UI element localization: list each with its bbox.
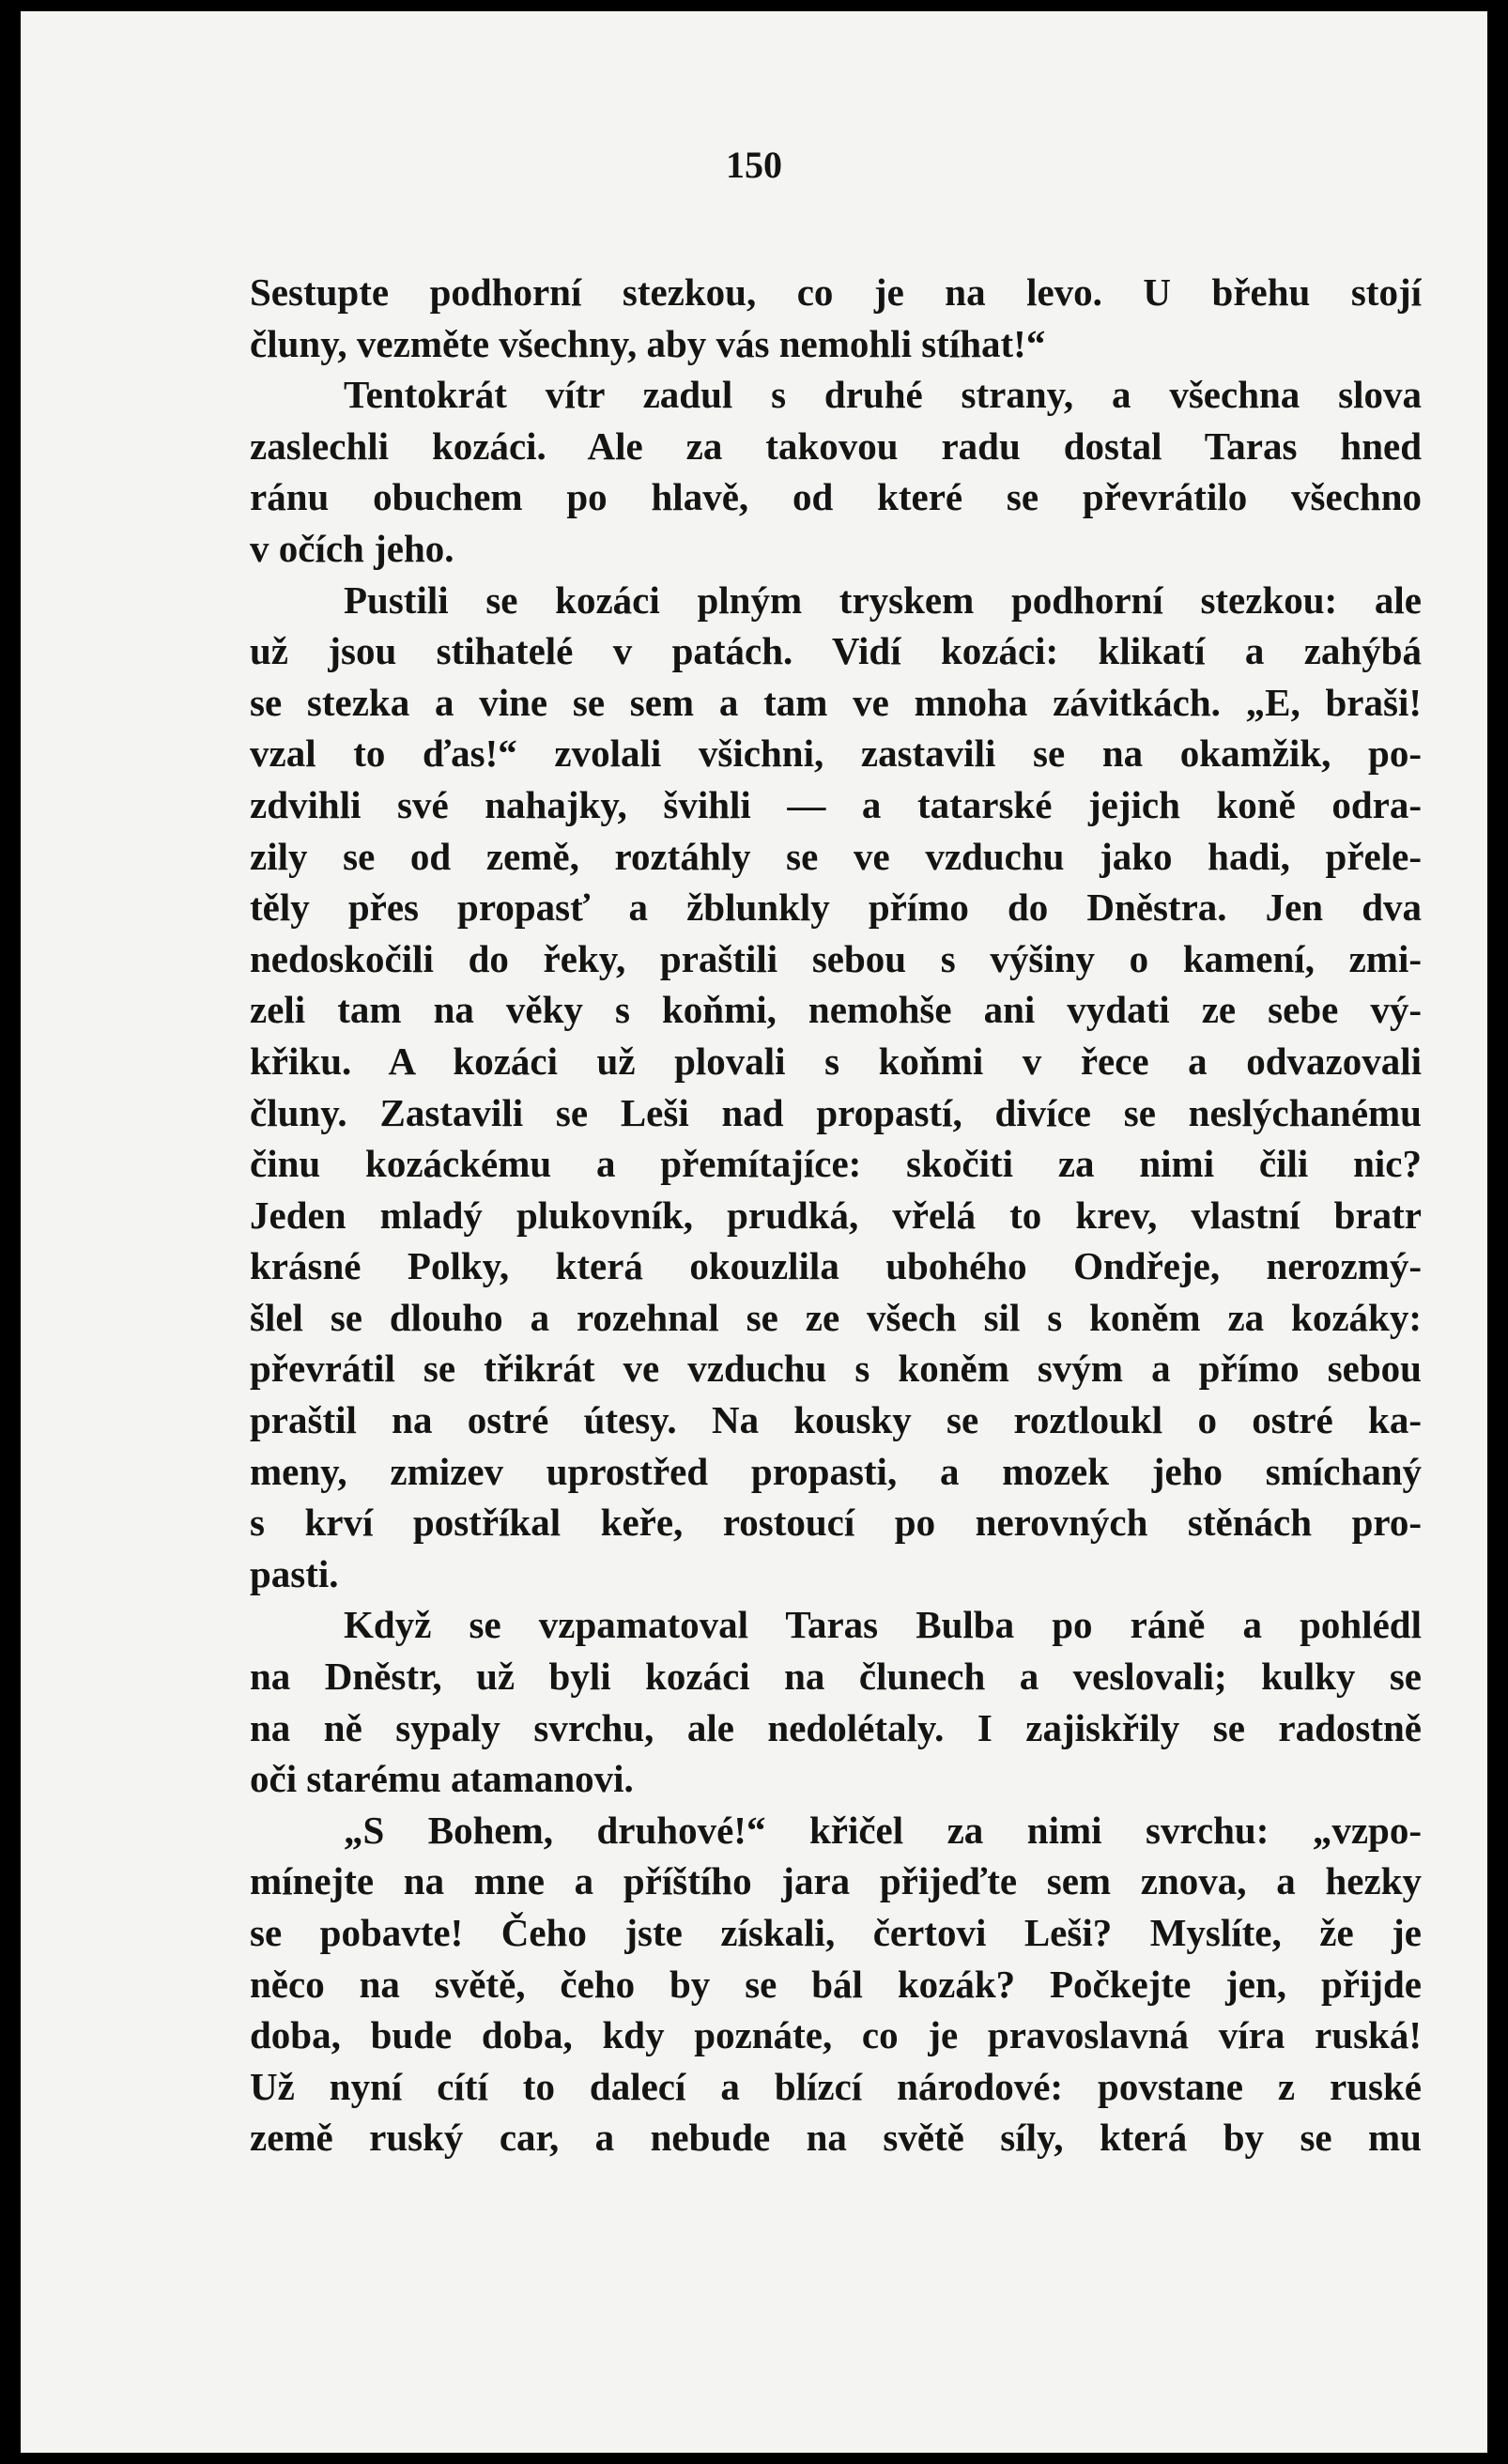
text-line: Tentokrát vítr zadul s druhé strany, a všechna slova xyxy=(344,373,1422,417)
text-line: už jsou stihatelé v patách. Vidí kozáci: klikatí a zahýbá xyxy=(250,629,1422,673)
text-line: Pustili se kozáci plným tryskem podhorní stezkou: ale xyxy=(344,578,1422,622)
text-line: pasti. xyxy=(250,1551,339,1595)
text-line: Jeden mladý plukovník, prudká, vřelá to krev, vlastní bratr xyxy=(250,1193,1422,1237)
body-text xyxy=(250,267,1422,2164)
text-line: Už nyní cítí to dalecí a blízcí národové: povstane z ruské xyxy=(250,2064,1422,2108)
text-line: se stezka a vine se sem a tam ve mnoha závitkách. „E, braši! xyxy=(250,680,1422,724)
text-line: převrátil se třikrát ve vzduchu s koněm svým a přímo sebou xyxy=(250,1347,1422,1391)
text-line: v očích jeho. xyxy=(250,526,454,570)
text-line: krásné Polky, která okouzlila ubohého Ondřeje, nerozmý- xyxy=(250,1244,1422,1288)
text-line: Když se vzpamatoval Taras Bulba po ráně a pohlédl xyxy=(344,1603,1422,1647)
text-line: meny, zmizev uprostřed propasti, a mozek jeho smíchaný xyxy=(250,1449,1422,1493)
text-line: „S Bohem, druhové!“ křičel za nimi svrchu: „vzpo- xyxy=(344,1808,1422,1852)
text-line: ránu obuchem po hlavě, od které se převrátilo všechno xyxy=(250,475,1422,519)
text-line: zdvihli své nahajky, švihli — a tatarské jejich koně odra- xyxy=(250,782,1422,826)
text-line: oči starému atamanovi. xyxy=(250,1757,634,1801)
text-line: těly přes propasť a žblunkly přímo do Dněstra. Jen dva xyxy=(250,886,1422,930)
book-page xyxy=(21,11,1487,2453)
text-line: zaslechli kozáci. Ale za takovou radu dostal Taras hned xyxy=(250,424,1422,468)
text-line: na Dněstr, už byli kozáci na člunech a veslovali; kulky se xyxy=(250,1655,1422,1699)
text-line: doba, bude doba, kdy poznáte, co je pravoslavná víra ruská! xyxy=(250,2013,1422,2057)
text-line: země ruský car, a nebude na světě síly, která by se mu xyxy=(250,2116,1422,2160)
text-line: praštil na ostré útesy. Na kousky se roztloukl o ostré ka- xyxy=(250,1398,1422,1442)
text-line: čluny. Zastavili se Leši nad propastí, divíce se neslýchanému xyxy=(250,1090,1422,1134)
text-line: nedoskočili do řeky, praštili sebou s výšiny o kamení, zmi- xyxy=(250,936,1422,980)
page-number: 150 xyxy=(726,144,782,186)
text-line: šlel se dlouho a rozehnal se ze všech sil s koněm za kozáky: xyxy=(250,1295,1422,1339)
text-line: něco na světě, čeho by se bál kozák? Počkejte jen, přijde xyxy=(250,1962,1422,2006)
text-line: křiku. A kozáci už plovali s koňmi v řece a odvazovali xyxy=(250,1039,1422,1083)
text-line: zeli tam na věky s koňmi, nemohše ani vydati ze sebe vý- xyxy=(250,988,1422,1032)
text-line: na ně sypaly svrchu, ale nedolétaly. I zajiskřily se radostně xyxy=(250,1705,1422,1749)
text-line: se pobavte! Čeho jste získali, čertovi Leši? Myslíte, že je xyxy=(250,1911,1422,1954)
text-line: vzal to ďas!“ zvolali všichni, zastavili se na okamžik, po- xyxy=(250,732,1422,776)
text-line: zily se od země, roztáhly se ve vzduchu jako hadi, přele- xyxy=(250,834,1422,878)
text-line: mínejte na mne a příštího jara přijeďte sem znova, a hezky xyxy=(250,1859,1422,1903)
text-line: čluny, vezměte všechny, aby vás nemohli stíhat!“ xyxy=(250,321,1046,365)
text-line: činu kozáckému a přemítajíce: skočiti za nimi čili nic? xyxy=(250,1142,1422,1186)
text-line: s krví postříkal keře, rostoucí po nerovných stěnách pro- xyxy=(250,1501,1422,1545)
text-line: Sestupte podhorní stezkou, co je na levo. U břehu stojí xyxy=(250,270,1422,314)
